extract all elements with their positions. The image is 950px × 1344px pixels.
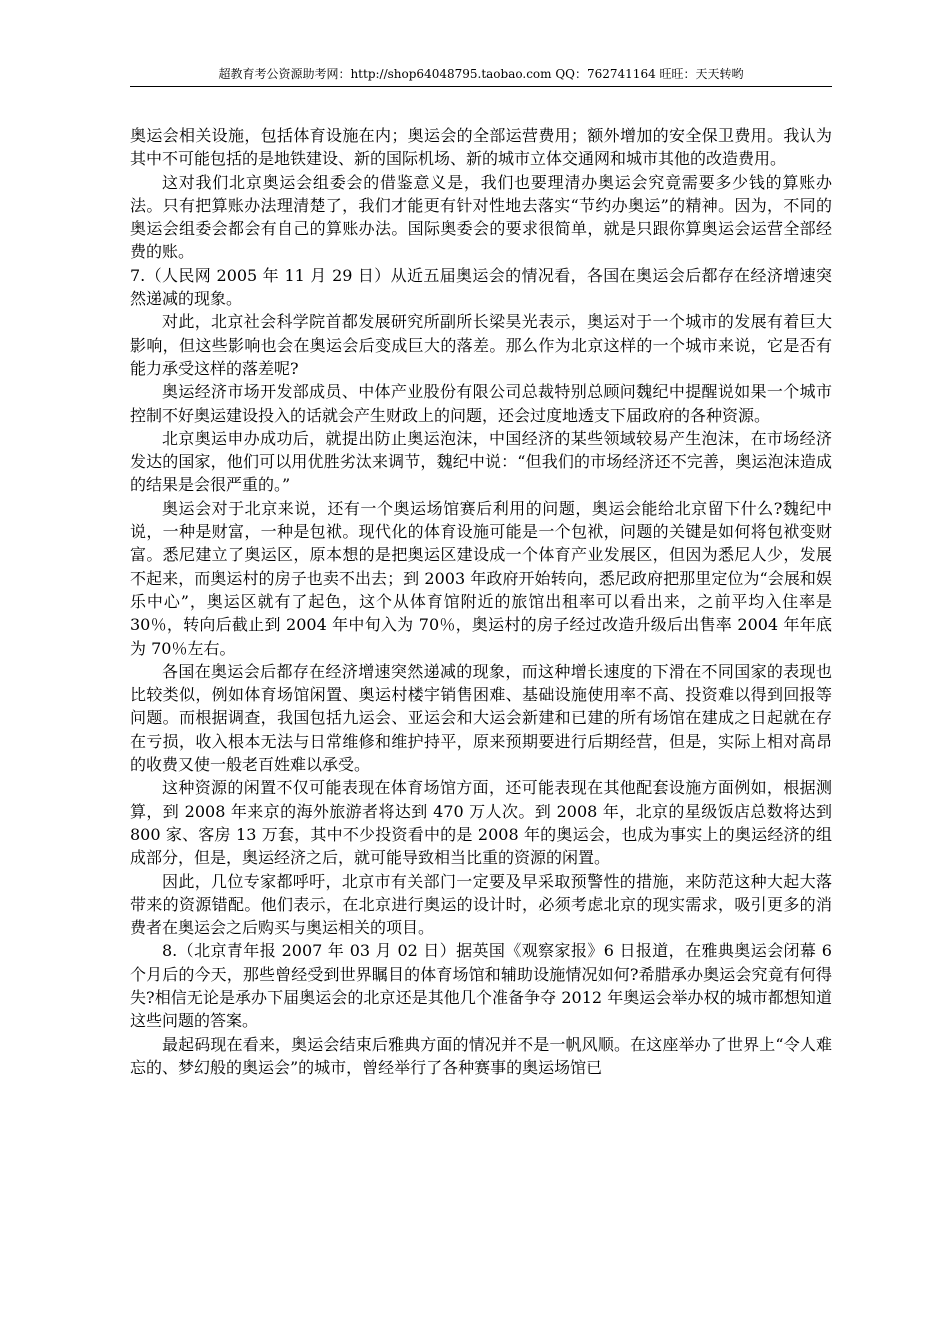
paragraph: 奥运会相关设施，包括体育设施在内；奥运会的全部运营费用；额外增加的安全保卫费用。我认为其中不可能包括的是地铁建设、新的国际机场、新的城市立体交通网和城市其他的改造费用。 (130, 126, 832, 169)
paragraph: 8.（北京青年报 2007 年 03 月 02 日）据英国《观察家报》6 日报道，在雅典奥运会闭幕 6 个月后的今天，那些曾经受到世界瞩目的体育场馆和辅助设施情况如何?希腊承办奥运会究竟有何得失?相信无论是承办下届奥运会的北京还是其他几个准备争夺 2012 年奥运会举办权的城市都想知道这些问题的答案。 (130, 941, 832, 1031)
paragraph: 北京奥运申办成功后，就提出防止奥运泡沫，中国经济的某些领域较易产生泡沫，在市场经济发达的国家，他们可以用优胜劣汰来调节，魏纪中说：“但我们的市场经济还不完善，奥运泡沫造成的结果是会很严重的。” (130, 428, 832, 495)
paragraph: 最起码现在看来，奥运会结束后雅典方面的情况并不是一帆风顺。在这座举办了世界上“令人难忘的、梦幻般的奥运会”的城市，曾经举行了各种赛事的奥运场馆已 (130, 1034, 832, 1077)
paragraph: 因此，几位专家都呼吁，北京市有关部门一定要及早采取预警性的措施，来防范这种大起大落带来的资源错配。他们表示，在北京进行奥运的设计时，必须考虑北京的现实需求，吸引更多的消费者在奥运会之后购买与奥运相关的项目。 (130, 871, 832, 938)
paragraph: 奥运经济市场开发部成员、中体产业股份有限公司总裁特别总顾问魏纪中提醒说如果一个城市控制不好奥运建设投入的话就会产生财政上的问题，还会过度地透支下届政府的各种资源。 (130, 382, 832, 425)
paragraph: 奥运会对于北京来说，还有一个奥运场馆赛后利用的问题，奥运会能给北京留下什么?魏纪中说，一种是财富，一种是包袱。现代化的体育设施可能是一个包袱，问题的关键是如何将包袱变财富。悉尼建立了奥运区，原本想的是把奥运区建设成一个体育产业发展区，但因为悉尼人少，发展不起来，而奥运村的房子也卖不出去；到 2003 年政府开始转向，悉尼政府把那里定位为“会展和娱乐中心”，奥运区就有了起色，这个从体育馆附近的旅馆出租率可以看出来，之前平均入住率是 30％，转向后截止到 2004 年中旬入为 70％，奥运村的房子经过改造升级后出售率 2004 年年底为 70％左右。 (130, 498, 832, 658)
document-body (130, 124, 832, 1079)
paragraph: 这对我们北京奥运会组委会的借鉴意义是，我们也要理清办奥运会究竟需要多少钱的算账办法。只有把算账办法理清楚了，我们才能更有针对性地去落实“节约办奥运”的精神。因为，不同的奥运会组委会都会有自己的算账办法。国际奥委会的要求很简单，就是只跟你算奥运会运营全部经费的账。 (130, 172, 832, 262)
paragraph: 这种资源的闲置不仅可能表现在体育场馆方面，还可能表现在其他配套设施方面例如，根据测算，到 2008 年来京的海外旅游者将达到 470 万人次。到 2008 年，北京的星级饭店总数将达到 800 家、客房 13 万套，其中不少投资看中的是 2008 年的奥运会，也成为事实上的奥运经济的组成部分，但是，奥运经济之后，就可能导致相当比重的资源的闲置。 (130, 778, 832, 868)
paragraph: 各国在奥运会后都存在经济增速突然递减的现象，而这种增长速度的下滑在不同国家的表现也比较类似，例如体育场馆闲置、奥运村楼宇销售困难、基础设施使用率不高、投资难以得到回报等问题。而根据调查，我国包括九运会、亚运会和大运会新建和已建的所有场馆在建成之日起就在存在亏损，收入根本无法与日常维修和维护持平，原来预期要进行后期经营，但是，实际上相对高昂的收费又使一般老百姓难以承受。 (130, 661, 832, 775)
paragraph: 7.（人民网 2005 年 11 月 29 日）从近五届奥运会的情况看，各国在奥运会后都存在经济增速突然递减的现象。 (130, 265, 832, 309)
page-header: 超教育考公资源助考网：http://shop64048795.taobao.com QQ：762741164 旺旺：天天转哟 (130, 66, 832, 87)
paragraph: 对此，北京社会科学院首都发展研究所副所长梁昊光表示，奥运对于一个城市的发展有着巨大影响，但这些影响也会在奥运会后变成巨大的落差。那么作为北京这样的一个城市来说，它是否有能力承受这样的落差呢? (130, 312, 832, 378)
